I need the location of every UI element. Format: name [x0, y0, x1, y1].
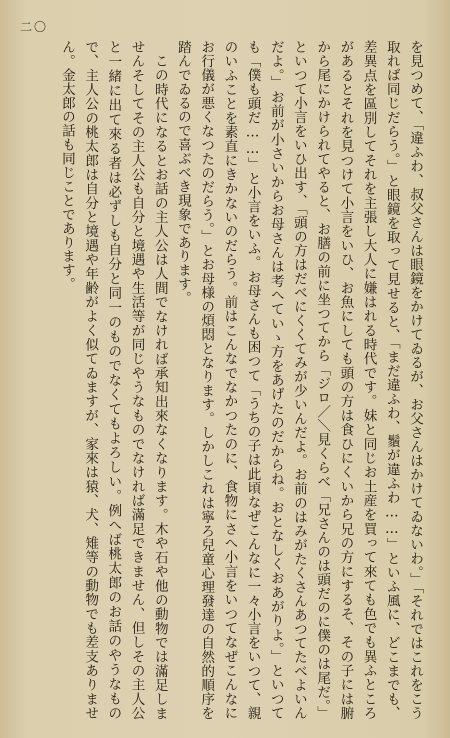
page-number: 二〇	[20, 20, 49, 34]
paragraph-1: を見つめて、「違ふわ、叔父さんは眼鏡をかけてゐるが、お父さんはかけてゐないわ。」「それではこれをこう取れば同じだらう。」と眼鏡を取って見せると、「まだ違ふわ、鬚が違ふわ……」といふ風に、どこまでも、差異点を區別してそれを主張し大人に嫌はれる時代です。妹と同じお土産を買って來ても色でも異ふところがあるとそれを見つけて小言をいひ、お魚にしても頭の方は食ひにくいから兄の方にするそ、その子には腑から尾にかけられてやると、お膳の前に坐つてから「ジロ／＼見くらべ「兄さんのは頭だのに僕のは尾だ。」といつて小言をいひ出す、「頭の方はだべにくくてみが少いんだよ。お前のはみがたくさんあつてたべよいんだよ。」お前が小さいからお母さんは考へていゝ方をあげたのだからね。おとなしくおあがりよ。」といつても「僕も頭だ……」と小言をいふ。お母さんも困つて「うちの子は此頃なぜこんなに一々小言をいつて、親のいふことを素直にきかないのだらう。前はこんなでなかつたのに、食物にさへ小言をいつてなぜこんなにお行儀が悪くなつたのだらう。」とお母様の煩悶となります。しかしこれは寧ろ兒童心理發達の自然的順序を踏んでゐるので喜ぶべき現象であります。	[174, 40, 423, 720]
body-text	[20, 40, 426, 720]
paragraph-2: この時代になるとお話の主人公は人間でなければ承知出來なくなります。木や石や他の動物では滿足しませんそしてその主人公も自分と境遇や生活等が同じやうなものでなければ滿足できません、但しその主人公と一緒に出て來る者は必ずしも自分と同一のものでなくてもよろしい。例へば桃太郎のお話のやうなもので、主人公の桃太郎は自分と境遇や年齢がよく似てゐますが、家來は猿、犬、雉等の動物でも差支ありません。金太郎の話も同じことであります。	[58, 40, 168, 720]
